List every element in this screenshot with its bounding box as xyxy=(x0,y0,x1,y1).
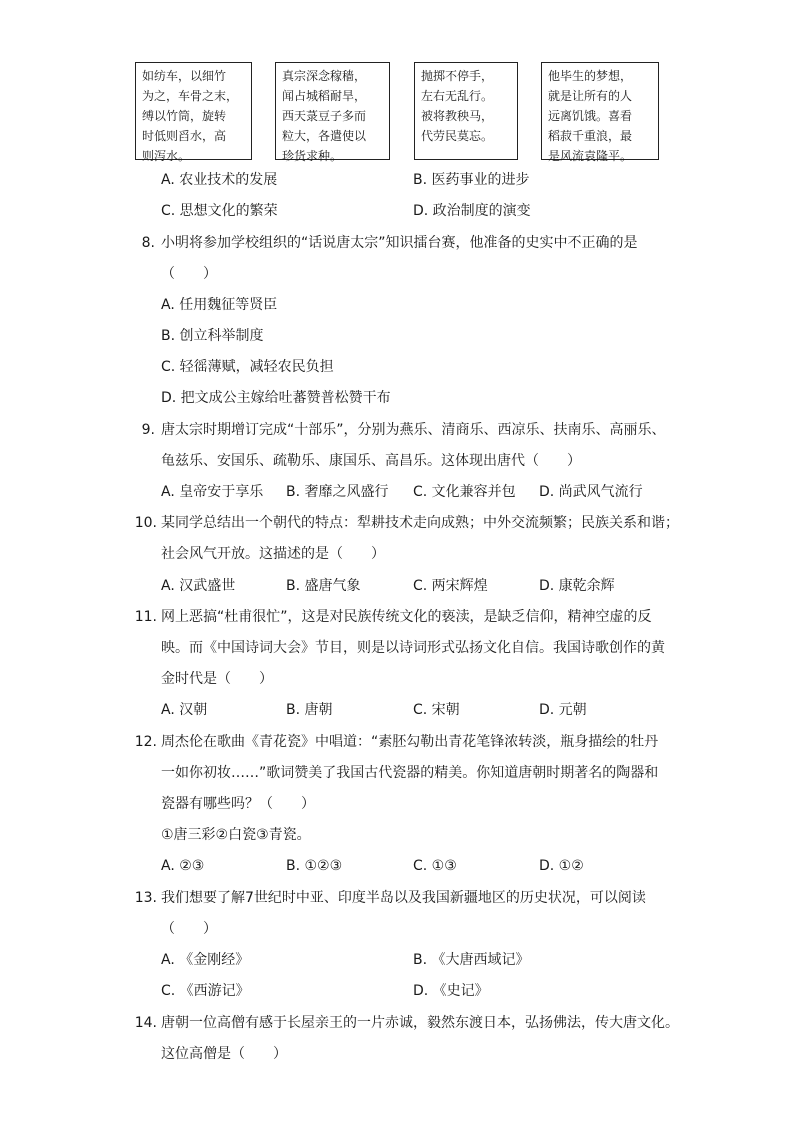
q14-stem-line-2: 这位高僧是（ ） xyxy=(161,1046,287,1062)
q10-option-a[interactable]: A. 汉武盛世 xyxy=(161,578,236,594)
q11-option-d[interactable]: D. 元朝 xyxy=(539,702,587,718)
q9-option-c[interactable]: C. 文化兼容并包 xyxy=(413,484,516,500)
q12-option-c[interactable]: C. ①③ xyxy=(413,858,457,874)
q11-stem-line-3: 金时代是（ ） xyxy=(161,671,273,687)
q9-option-a[interactable]: A. 皇帝安于享乐 xyxy=(161,484,264,500)
q12-stem-line-2: 一如你初妆……”歌词赞美了我国古代瓷器的精美。你知道唐朝时期著名的陶器和 xyxy=(161,765,659,781)
q13-number: 13. xyxy=(134,890,157,906)
q10-stem-line-1: 某同学总结出一个朝代的特点：犁耕技术走向成熟；中外交流频繁；民族关系和谐； xyxy=(161,515,679,531)
q14-number: 14. xyxy=(134,1015,157,1031)
q8-stem-line-2: （ ） xyxy=(161,266,217,282)
q8-option-d[interactable]: D. 把文成公主嫁给吐蕃赞普松赞干布 xyxy=(161,390,391,406)
q9-number: 9. xyxy=(141,422,155,438)
q12-option-a[interactable]: A. ②③ xyxy=(161,858,205,874)
q9-option-b[interactable]: B. 奢靡之风盛行 xyxy=(286,484,389,500)
q11-number: 11. xyxy=(134,609,157,625)
q13-option-c[interactable]: C. 《西游记》 xyxy=(161,983,250,999)
quote-box-4: 他毕生的梦想， 就是让所有的人 远离饥饿。喜看 稻菽千重浪，最 是风流袁隆平。 xyxy=(541,62,659,160)
q9-option-d[interactable]: D. 尚武风气流行 xyxy=(539,484,643,500)
q12-stem-line-1: 周杰伦在歌曲《青花瓷》中唱道：“素胚勾勒出青花笔锋浓转淡，瓶身描绘的牡丹 xyxy=(161,734,659,750)
quote-box-3: 抛掷不停手， 左右无乱行。 被将教秧马， 代劳民莫忘。 xyxy=(414,62,518,160)
q8-stem-line-1: 小明将参加学校组织的“话说唐太宗”知识擂台赛，他准备的史实中不正确的是 xyxy=(161,235,638,251)
q10-option-b[interactable]: B. 盛唐气象 xyxy=(286,578,361,594)
q9-stem-line-2: 龟兹乐、安国乐、疏勒乐、康国乐、高昌乐。这体现出唐代（ ） xyxy=(161,453,581,469)
q7-option-a[interactable]: A. 农业技术的发展 xyxy=(161,172,278,188)
q10-number: 10. xyxy=(134,515,157,531)
q10-option-d[interactable]: D. 康乾余辉 xyxy=(539,578,615,594)
q7-option-d[interactable]: D. 政治制度的演变 xyxy=(413,203,531,219)
q13-option-b[interactable]: B. 《大唐西域记》 xyxy=(413,952,530,968)
q8-option-c[interactable]: C. 轻徭薄赋，减轻农民负担 xyxy=(161,359,334,375)
q9-stem-line-1: 唐太宗时期增订完成“十部乐”，分别为燕乐、清商乐、西凉乐、扶南乐、高丽乐、 xyxy=(161,422,666,438)
q13-stem-line-1: 我们想要了解7世纪时中亚、印度半岛以及我国新疆地区的历史状况，可以阅读 xyxy=(161,890,646,906)
q7-option-b[interactable]: B. 医药事业的进步 xyxy=(413,172,530,188)
q8-option-a[interactable]: A. 任用魏征等贤臣 xyxy=(161,297,278,313)
q11-option-b[interactable]: B. 唐朝 xyxy=(286,702,333,718)
q11-option-c[interactable]: C. 宋朝 xyxy=(413,702,460,718)
q10-option-c[interactable]: C. 两宋辉煌 xyxy=(413,578,488,594)
q13-stem-line-2: （ ） xyxy=(161,921,217,937)
q10-stem-line-2: 社会风气开放。这描述的是（ ） xyxy=(161,546,385,562)
q11-stem-line-2: 映。而《中国诗词大会》节目，则是以诗词形式弘扬文化自信。我国诗歌创作的黄 xyxy=(161,640,665,656)
q11-option-a[interactable]: A. 汉朝 xyxy=(161,702,208,718)
q12-option-d[interactable]: D. ①② xyxy=(539,858,584,874)
q7-option-c[interactable]: C. 思想文化的繁荣 xyxy=(161,203,278,219)
q12-stem-line-3: 瓷器有哪些吗？（ ） xyxy=(161,796,315,812)
q12-stem-line-4: ①唐三彩②白瓷③青瓷。 xyxy=(161,827,311,843)
q8-number: 8. xyxy=(141,235,155,251)
q12-number: 12. xyxy=(134,734,157,750)
q11-stem-line-1: 网上恶搞“杜甫很忙”，这是对民族传统文化的亵渎，是缺乏信仰，精神空虚的反 xyxy=(161,609,652,625)
q13-option-a[interactable]: A. 《金刚经》 xyxy=(161,952,250,968)
q8-option-b[interactable]: B. 创立科举制度 xyxy=(161,328,264,344)
q14-stem-line-1: 唐朝一位高僧有感于长屋亲王的一片赤诚，毅然东渡日本，弘扬佛法，传大唐文化。 xyxy=(161,1015,679,1031)
q13-option-d[interactable]: D. 《史记》 xyxy=(413,983,489,999)
quote-box-1: 如纺车，以细竹 为之，车骨之末， 缚以竹筒，旋转 时低则舀水，高 则泻水。 xyxy=(135,62,252,160)
quote-box-2: 真宗深念稼穑， 闻占城稻耐旱， 西天菉豆子多而 粒大，各遣使以 珍货求种。 xyxy=(275,62,390,160)
q12-option-b[interactable]: B. ①②③ xyxy=(286,858,343,874)
